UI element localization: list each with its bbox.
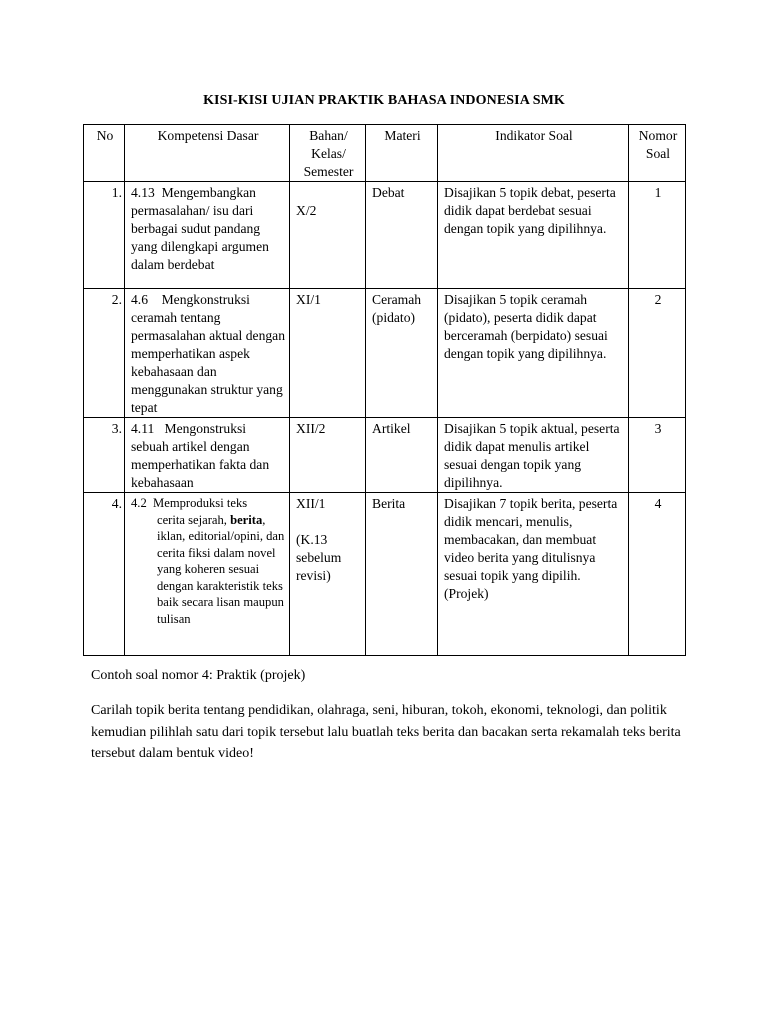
table-row	[84, 182, 686, 289]
indikator-cell: Disajikan 5 topik debat, peserta didik dapat berdebat sesuai dengan topik yang dipilihnya.	[438, 182, 629, 289]
kd-text-bold: berita	[230, 512, 263, 527]
header-kelas-line: Kelas/	[311, 146, 346, 161]
materi-cell: Berita	[366, 493, 438, 656]
example-body: Carilah topik berita tentang pendidikan, olahraga, seni, hiburan, tokoh, ekonomi, teknologi, dan politik kemudian pilihlah satu dari topik tersebut lalu buatlah teks berita dan bacakan serta rekamalah teks berita tersebut dalam bentuk video!	[91, 703, 681, 761]
kompetensi-dasar-cell	[125, 182, 290, 289]
bahan-kelas-cell: XI/1	[290, 289, 366, 418]
kd-text: Mengonstruksi sebuah artikel dengan memperhatikan fakta dan kebahasaan	[131, 421, 270, 490]
kd-text-after-bold: , iklan, editorial/opini, dan cerita fiksi dalam novel yang koheren sesuai dengan karakteristik teks baik secara lisan maupun tulisan	[157, 512, 285, 626]
nomor-soal-cell: 4	[629, 493, 686, 656]
header-nomor-line: Nomor	[638, 128, 678, 143]
materi-cell: Debat	[366, 182, 438, 289]
materi-cell: Artikel	[366, 418, 438, 493]
bahan-spacer	[296, 513, 361, 531]
kd-small-block	[131, 495, 285, 627]
indikator-cell: Disajikan 5 topik aktual, peserta didik dapat menulis artikel sesuai dengan topik yang dipilihnya.	[438, 418, 629, 493]
bahan-value: XII/1	[296, 496, 326, 511]
kd-code: 4.11	[131, 421, 155, 436]
kd-code: 4.13	[131, 185, 155, 200]
indikator-note: (Projek)	[444, 586, 489, 601]
page-title: KISI-KISI UJIAN PRAKTIK BAHASA INDONESIA SMK	[203, 93, 565, 108]
row-number: 3.	[84, 418, 125, 493]
row-number: 2.	[84, 289, 125, 418]
header-bahan-line: Bahan/	[309, 128, 348, 143]
table-row	[84, 493, 686, 656]
indikator-text: Disajikan 7 topik berita, peserta didik mencari, menulis, membacakan, dan membuat video berita yang ditulisnya sesuai topik yang dipilih.	[444, 496, 618, 583]
materi-cell: Ceramah (pidato)	[366, 289, 438, 418]
table-row	[84, 418, 686, 493]
header-no: No	[84, 125, 125, 182]
kd-code: 4.2	[131, 496, 147, 510]
header-kompetensi-dasar: Kompetensi Dasar	[125, 125, 290, 182]
kd-text-before-bold: cerita sejarah,	[157, 512, 231, 527]
kompetensi-dasar-cell	[125, 493, 290, 656]
header-materi: Materi	[366, 125, 438, 182]
kd-text-first: Memproduksi teks	[153, 496, 248, 510]
kd-text: Mengkonstruksi ceramah tentang permasalahan aktual dengan memperhatikan aspek kebahasaan dan menggunakan struktur yang tepat	[131, 292, 285, 415]
kd-code: 4.6	[131, 292, 148, 307]
kompetensi-dasar-cell	[125, 289, 290, 418]
nomor-soal-cell: 2	[629, 289, 686, 418]
header-nomor-soal	[629, 125, 686, 182]
nomor-soal-cell: 3	[629, 418, 686, 493]
header-soal-line: Soal	[645, 146, 671, 161]
table-header-row	[84, 125, 686, 182]
bahan-kelas-cell: X/2	[290, 182, 366, 289]
header-indikator-soal: Indikator Soal	[438, 125, 629, 182]
bahan-kelas-cell: XII/2	[290, 418, 366, 493]
bahan-note: (K.13 sebelum revisi)	[296, 532, 342, 583]
nomor-soal-cell: 1	[629, 182, 686, 289]
bahan-kelas-cell	[290, 493, 366, 656]
row-number: 4.	[84, 493, 125, 656]
kd-text: Mengembangkan permasalahan/ isu dari berbagai sudut pandang yang dilengkapi argumen dalam berdebat	[131, 185, 269, 272]
header-semester-line: Semester	[303, 164, 354, 179]
kd-text-rest	[131, 512, 285, 628]
example-title: Contoh soal nomor 4: Praktik (projek)	[91, 668, 306, 683]
kompetensi-dasar-cell	[125, 418, 290, 493]
indikator-cell: Disajikan 5 topik ceramah (pidato), peserta didik dapat berceramah (berpidato) sesuai dengan topik yang dipilihnya.	[438, 289, 629, 418]
row-number: 1.	[84, 182, 125, 289]
kisi-kisi-table	[83, 124, 686, 656]
header-bahan-kelas-semester	[290, 125, 366, 182]
indikator-cell	[438, 493, 629, 656]
table-row	[84, 289, 686, 418]
